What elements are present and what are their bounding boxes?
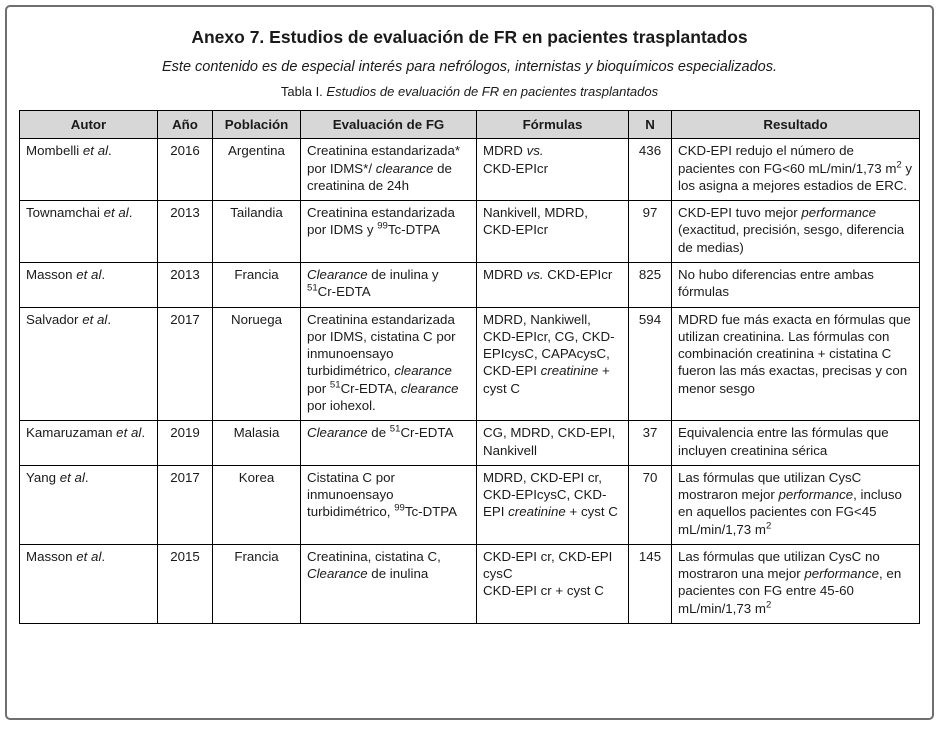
cell-year: 2013 (158, 262, 213, 307)
cell-evaluation: Creatinina, cistatina C, Clearance de inulina (301, 544, 477, 623)
cell-population: Malasia (213, 421, 301, 466)
cell-evaluation: Creatinina estandarizada* por IDMS*/ clearance de creatinina de 24h (301, 139, 477, 201)
cell-year: 2016 (158, 139, 213, 201)
table-caption-prefix: Tabla I. (280, 84, 327, 99)
cell-author: Masson et al. (20, 262, 158, 307)
col-header-evaluation: Evaluación de FG (301, 111, 477, 139)
cell-result: No hubo diferencias entre ambas fórmulas (672, 262, 920, 307)
table-row (20, 262, 920, 307)
table-caption-title: Estudios de evaluación de FR en pacientes trasplantados (326, 84, 659, 99)
cell-n: 37 (629, 421, 672, 466)
cell-result: Las fórmulas que utilizan CysC mostraron mejor performance, incluso en aquellos pacientes con FG<45 mL/min/1,73 $m^2$ (672, 465, 920, 544)
cell-formulas: Nankivell, MDRD, CKD-EPIcr (477, 201, 629, 263)
cell-author: Masson et al. (20, 544, 158, 623)
document-page (5, 5, 934, 720)
col-header-author: Autor (20, 111, 158, 139)
cell-result: CKD-EPI redujo el número de pacientes con FG<60 mL/min/1,73 $m^2$ y los asigna a mejores estadios de ERC. (672, 139, 920, 201)
cell-population: Francia (213, 544, 301, 623)
cell-n: 145 (629, 544, 672, 623)
cell-author: Yang et al. (20, 465, 158, 544)
cell-result: Las fórmulas que utilizan CysC no mostraron una mejor performance, en pacientes con FG entre 45-60 mL/min/1,73 $m^2$ (672, 544, 920, 623)
col-header-formulas: Fórmulas (477, 111, 629, 139)
cell-formulas: MDRD vs. CKD-EPIcr (477, 262, 629, 307)
cell-year: 2013 (158, 201, 213, 263)
cell-evaluation: Clearance de $^{51}$Cr-EDTA (301, 421, 477, 466)
table-header-row (20, 111, 920, 139)
cell-n: 436 (629, 139, 672, 201)
table-row (20, 465, 920, 544)
table-caption (19, 84, 920, 99)
cell-year: 2017 (158, 307, 213, 421)
cell-result: MDRD fue más exacta en fórmulas que utilizan creatinina. Las fórmulas con combinación creatinina + cistatina C fueron las más exactas, precisas y con menor sesgo (672, 307, 920, 421)
cell-population: Francia (213, 262, 301, 307)
col-header-result: Resultado (672, 111, 920, 139)
cell-evaluation: Creatinina estandarizada por IDMS y $^{99}$Tc-DTPA (301, 201, 477, 263)
table-row (20, 139, 920, 201)
cell-formulas: CG, MDRD, CKD-EPI, Nankivell (477, 421, 629, 466)
cell-formulas: MDRD, Nankiwell, CKD-EPIcr, CG, CKD-EPIcysC, CAPAcysC, CKD-EPI creatinine + cyst C (477, 307, 629, 421)
cell-n: 70 (629, 465, 672, 544)
cell-formulas: CKD-EPI cr, CKD-EPI cysC CKD-EPI cr + cyst C (477, 544, 629, 623)
table-row (20, 544, 920, 623)
cell-population: Argentina (213, 139, 301, 201)
cell-author: Townamchai et al. (20, 201, 158, 263)
cell-population: Korea (213, 465, 301, 544)
page-subtitle: Este contenido es de especial interés para nefrólogos, internistas y bioquímicos especializados. (162, 59, 777, 75)
cell-year: 2015 (158, 544, 213, 623)
cell-author: Salvador et al. (20, 307, 158, 421)
table-row (20, 201, 920, 263)
table-row (20, 421, 920, 466)
col-header-population: Población (213, 111, 301, 139)
cell-author: Kamaruzaman et al. (20, 421, 158, 466)
col-header-n: N (629, 111, 672, 139)
cell-population: Tailandia (213, 201, 301, 263)
col-header-year: Año (158, 111, 213, 139)
table-row (20, 307, 920, 421)
cell-n: 594 (629, 307, 672, 421)
cell-n: 97 (629, 201, 672, 263)
cell-formulas: MDRD, CKD-EPI cr, CKD-EPIcysC, CKD-EPI creatinine + cyst C (477, 465, 629, 544)
cell-result: Equivalencia entre las fórmulas que incluyen creatinina sérica (672, 421, 920, 466)
cell-year: 2017 (158, 465, 213, 544)
cell-population: Noruega (213, 307, 301, 421)
cell-formulas: MDRD vs. CKD-EPIcr (477, 139, 629, 201)
cell-evaluation: Creatinina estandarizada por IDMS, cistatina C por inmunoensayo turbidimétrico, clearance por $^{51}$Cr-EDTA, clearance por iohexol. (301, 307, 477, 421)
cell-evaluation: Cistatina C por inmunoensayo turbidimétrico, $^{99}$Tc-DTPA (301, 465, 477, 544)
cell-evaluation: Clearance de inulina y $^{51}$Cr-EDTA (301, 262, 477, 307)
cell-year: 2019 (158, 421, 213, 466)
cell-n: 825 (629, 262, 672, 307)
page-title: Anexo 7. Estudios de evaluación de FR en pacientes trasplantados (191, 27, 748, 47)
cell-result: CKD-EPI tuvo mejor performance (exactitud, precisión, sesgo, diferencia de medias) (672, 201, 920, 263)
cell-author: Mombelli et al. (20, 139, 158, 201)
studies-table (19, 110, 920, 624)
